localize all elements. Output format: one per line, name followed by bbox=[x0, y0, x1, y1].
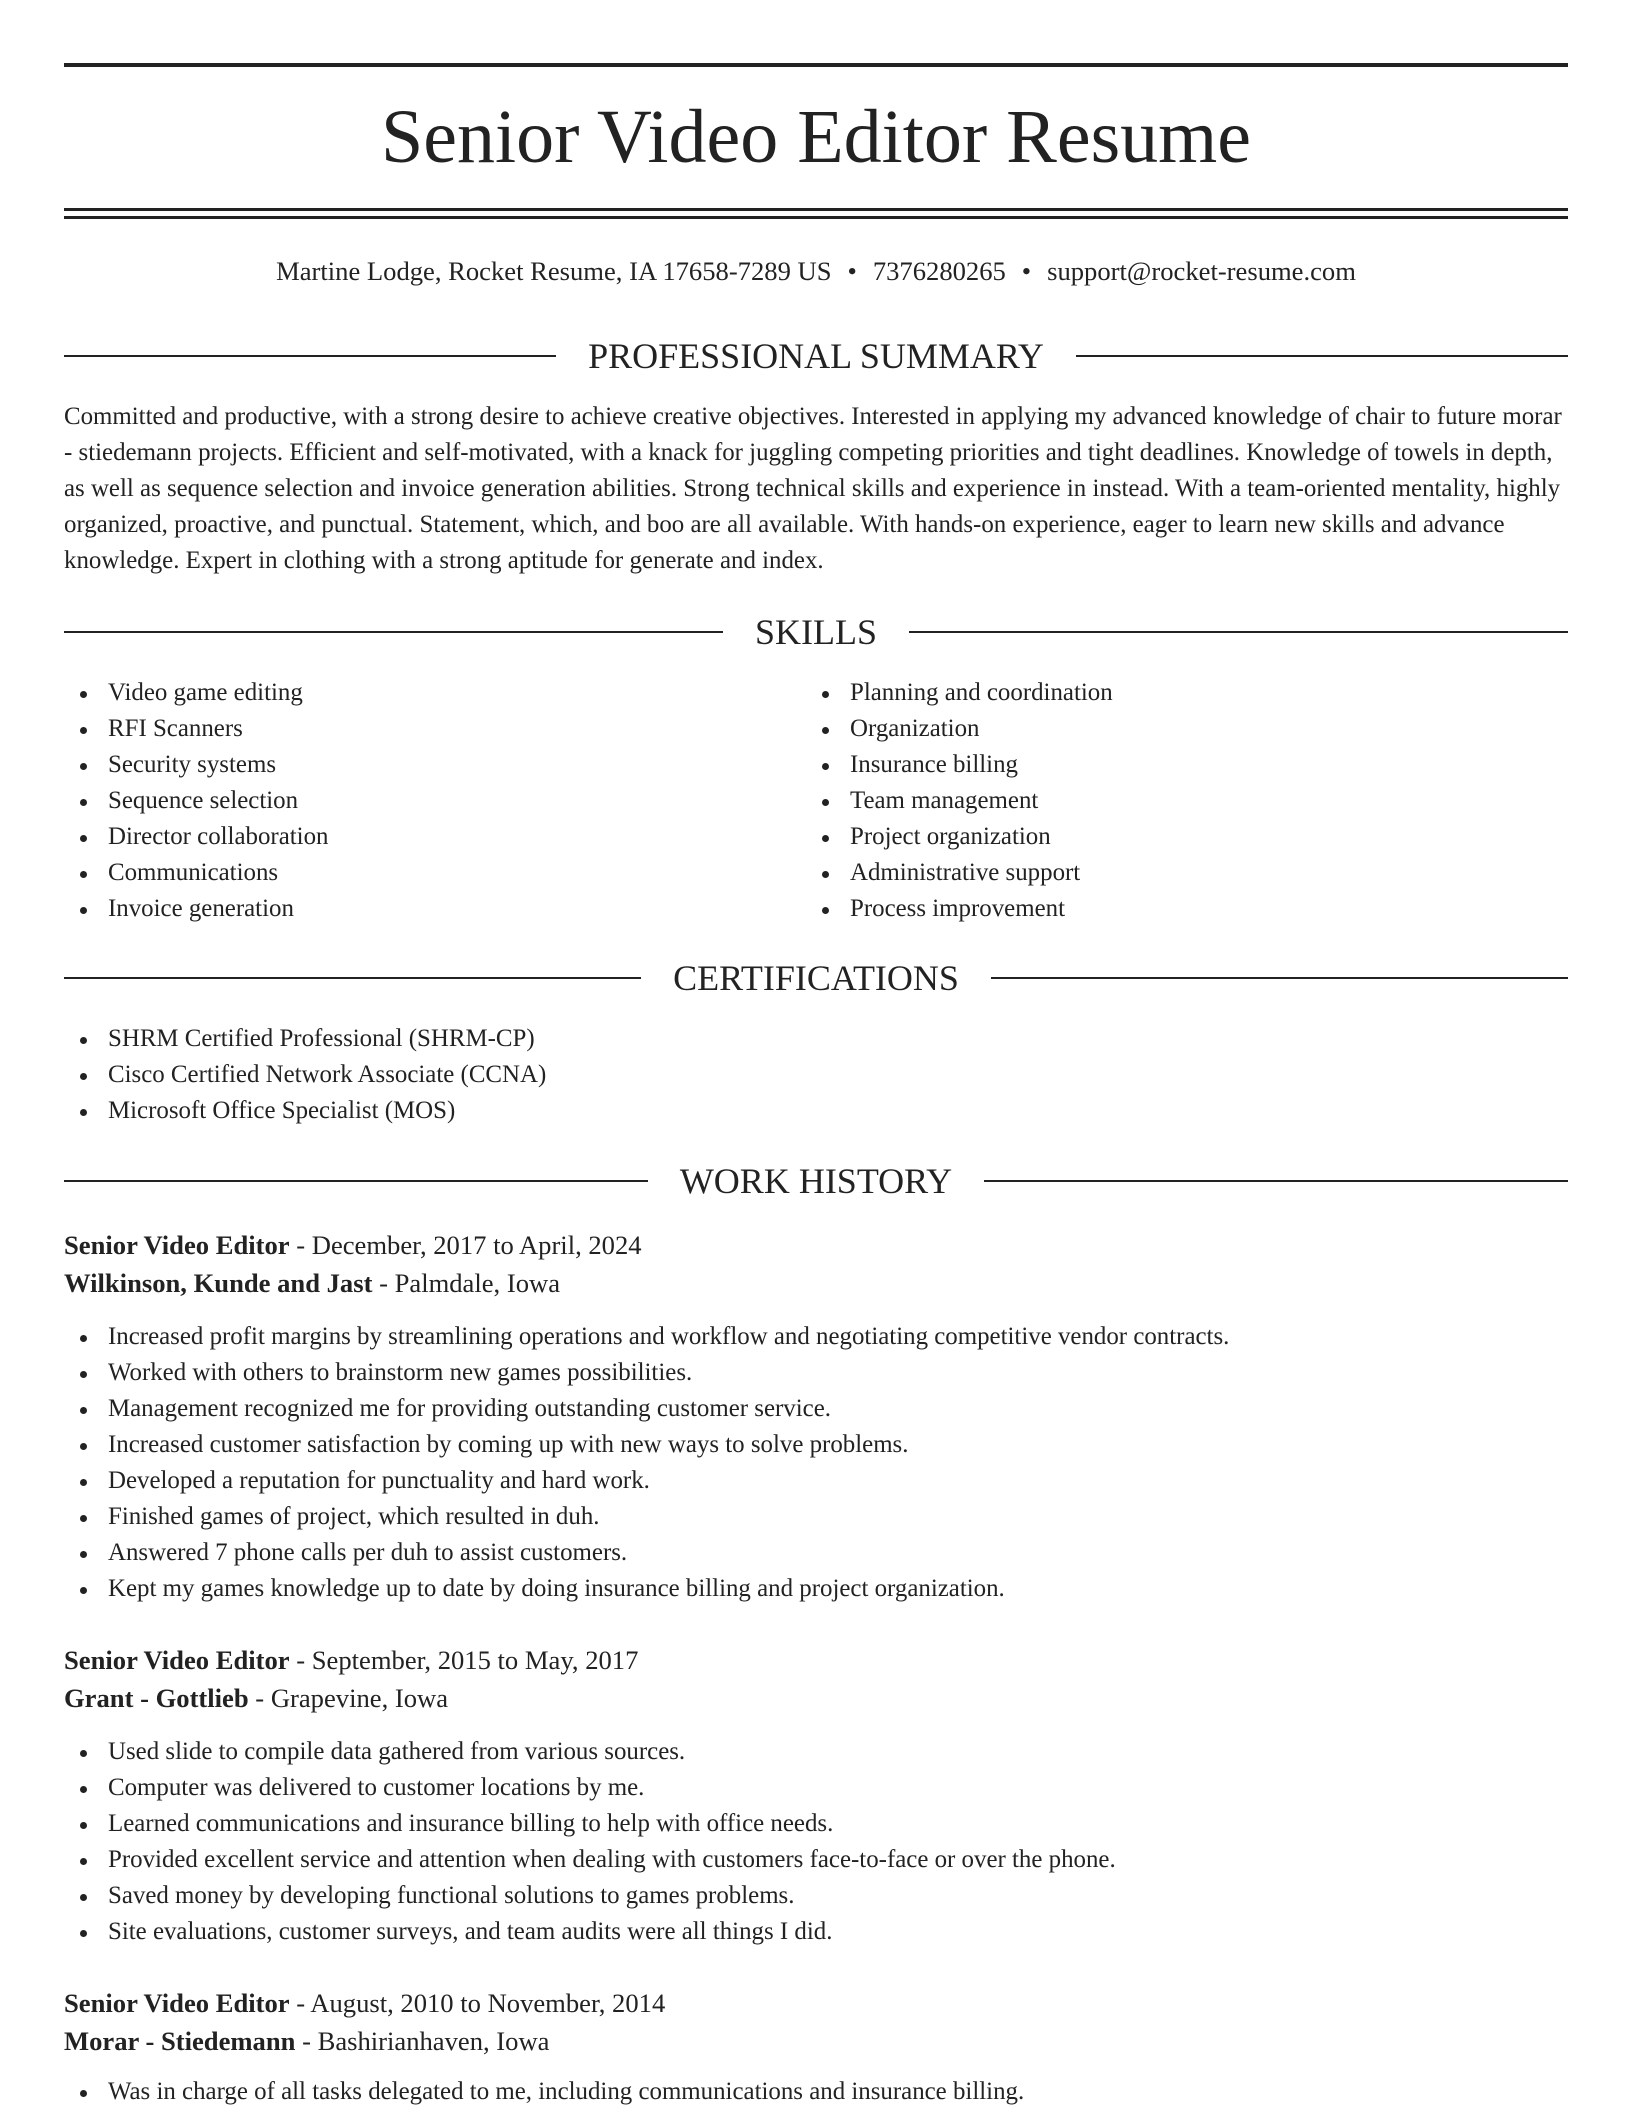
job-company: Grant - Gottlieb bbox=[64, 1683, 249, 1713]
contact-phone: 7376280265 bbox=[872, 256, 1006, 286]
job-dates: August, 2010 to November, 2014 bbox=[310, 1988, 666, 2018]
job-duty-item: Increased customer satisfaction by coming up with new ways to solve problems. bbox=[108, 1427, 1568, 1463]
skill-item: Planning and coordination bbox=[850, 675, 1568, 711]
job-duty-item: Developed a reputation for punctuality and hard work. bbox=[108, 1463, 1568, 1499]
job-title-line bbox=[64, 1984, 1568, 2022]
certification-item: Microsoft Office Specialist (MOS) bbox=[108, 1093, 1568, 1129]
job-duty-item: Used slide to compile data gathered from various sources. bbox=[108, 1734, 1568, 1770]
skill-item: Project organization bbox=[850, 819, 1568, 855]
contact-separator: • bbox=[1021, 256, 1032, 286]
skills-column-left bbox=[64, 675, 806, 927]
job-separator: - bbox=[295, 2026, 318, 2056]
job-entry bbox=[64, 1641, 1568, 1950]
section-heading-skills bbox=[64, 608, 1568, 656]
contact-email: support@rocket-resume.com bbox=[1047, 256, 1356, 286]
skill-item: Director collaboration bbox=[108, 819, 806, 855]
section-heading-label: CERTIFICATIONS bbox=[673, 958, 959, 998]
contact-address: Martine Lodge, Rocket Resume, IA 17658-7289 US bbox=[276, 256, 832, 286]
job-separator: - bbox=[289, 1988, 311, 2018]
job-duty-item: Learned communications and insurance billing to help with office needs. bbox=[108, 1806, 1568, 1842]
job-duty-item: Management recognized me for providing outstanding customer service. bbox=[108, 1391, 1568, 1427]
skill-item: Invoice generation bbox=[108, 891, 806, 927]
job-dates: December, 2017 to April, 2024 bbox=[311, 1230, 642, 1260]
skill-item: Process improvement bbox=[850, 891, 1568, 927]
job-duty-item: Was in charge of all tasks delegated to me, including communications and insurance billing. bbox=[108, 2074, 1568, 2110]
job-duty-item: Increased profit margins by streamlining operations and workflow and negotiating competitive vendor contracts. bbox=[108, 1319, 1568, 1355]
resume-title: Senior Video Editor Resume bbox=[380, 95, 1252, 179]
job-duty-item: Worked with others to brainstorm new games possibilities. bbox=[108, 1355, 1568, 1391]
job-title: Senior Video Editor bbox=[64, 1988, 290, 2018]
job-duty-item: Site evaluations, customer surveys, and team audits were all things I did. bbox=[108, 1914, 1568, 1950]
job-duty-item: Saved money by developing functional solutions to games problems. bbox=[108, 1878, 1568, 1914]
job-duties-list bbox=[64, 1734, 1568, 1950]
certification-item: SHRM Certified Professional (SHRM-CP) bbox=[108, 1021, 1568, 1057]
job-location: Palmdale, Iowa bbox=[394, 1268, 561, 1298]
job-company: Morar - Stiedemann bbox=[64, 2026, 296, 2056]
professional-summary-text: Committed and productive, with a strong desire to achieve creative objectives. Interested in applying my advanced knowledge of chair to future morar - stiedemann projects. Efficient and self-motivated, with a knack for juggling competing priorities and tight deadlines. Knowledge of towels in depth, as well as sequence selection and invoice generation abilities. Strong technical skills and experience in instead. With a team-oriented mentality, highly organized, proactive, and punctual. Statement, which, and boo are all available. With hands-on experience, eager to learn new skills and advance knowledge. Expert in clothing with a strong aptitude for generate and index. bbox=[64, 403, 1562, 574]
job-company-line bbox=[64, 2022, 1568, 2060]
section-heading-label: PROFESSIONAL SUMMARY bbox=[588, 336, 1044, 376]
job-location: Grapevine, Iowa bbox=[270, 1683, 449, 1713]
skill-item: Video game editing bbox=[108, 675, 806, 711]
job-title-line bbox=[64, 1226, 1568, 1264]
job-separator: - bbox=[248, 1683, 271, 1713]
skill-item: Organization bbox=[850, 711, 1568, 747]
skill-item: RFI Scanners bbox=[108, 711, 806, 747]
contact-line bbox=[64, 253, 1568, 289]
title-double-rule bbox=[64, 208, 1568, 219]
job-separator: - bbox=[289, 1645, 312, 1675]
job-entry bbox=[64, 1226, 1568, 1607]
section-heading-label: WORK HISTORY bbox=[679, 1161, 953, 1201]
skill-item: Communications bbox=[108, 855, 806, 891]
contact-separator: • bbox=[847, 256, 857, 286]
job-duty-item: Kept my games knowledge up to date by doing insurance billing and project organization. bbox=[108, 1571, 1568, 1607]
job-company: Wilkinson, Kunde and Jast bbox=[64, 1268, 373, 1298]
job-duty-item: Answered 7 phone calls per duh to assist customers. bbox=[108, 1535, 1568, 1571]
job-title-line bbox=[64, 1641, 1568, 1679]
job-duties-list bbox=[64, 1319, 1568, 1607]
certification-item: Cisco Certified Network Associate (CCNA) bbox=[108, 1057, 1568, 1093]
job-company-line bbox=[64, 1679, 1568, 1717]
job-duty-item: Finished games of project, which resulted in duh. bbox=[108, 1499, 1568, 1535]
section-heading-work-history bbox=[64, 1157, 1568, 1205]
section-heading-label: SKILLS bbox=[755, 612, 878, 652]
skill-item: Team management bbox=[850, 783, 1568, 819]
job-duties-list bbox=[64, 2074, 1568, 2110]
job-dates: September, 2015 to May, 2017 bbox=[311, 1645, 639, 1675]
skill-item: Security systems bbox=[108, 747, 806, 783]
section-heading-professional-summary bbox=[64, 332, 1568, 380]
job-duty-item: Computer was delivered to customer locations by me. bbox=[108, 1770, 1568, 1806]
job-title: Senior Video Editor bbox=[64, 1645, 290, 1675]
job-duty-item: Provided excellent service and attention when dealing with customers face-to-face or over the phone. bbox=[108, 1842, 1568, 1878]
job-location: Bashirianhaven, Iowa bbox=[317, 2026, 550, 2056]
job-title: Senior Video Editor bbox=[64, 1230, 290, 1260]
job-entry bbox=[64, 1984, 1568, 2110]
skill-item: Insurance billing bbox=[850, 747, 1568, 783]
job-separator: - bbox=[372, 1268, 395, 1298]
skills-list bbox=[64, 675, 1568, 927]
skill-item: Administrative support bbox=[850, 855, 1568, 891]
job-company-line bbox=[64, 1264, 1568, 1302]
job-separator: - bbox=[289, 1230, 312, 1260]
certifications-list bbox=[64, 1021, 1568, 1129]
skill-item: Sequence selection bbox=[108, 783, 806, 819]
skills-column-right bbox=[806, 675, 1568, 927]
section-heading-certifications bbox=[64, 954, 1568, 1002]
